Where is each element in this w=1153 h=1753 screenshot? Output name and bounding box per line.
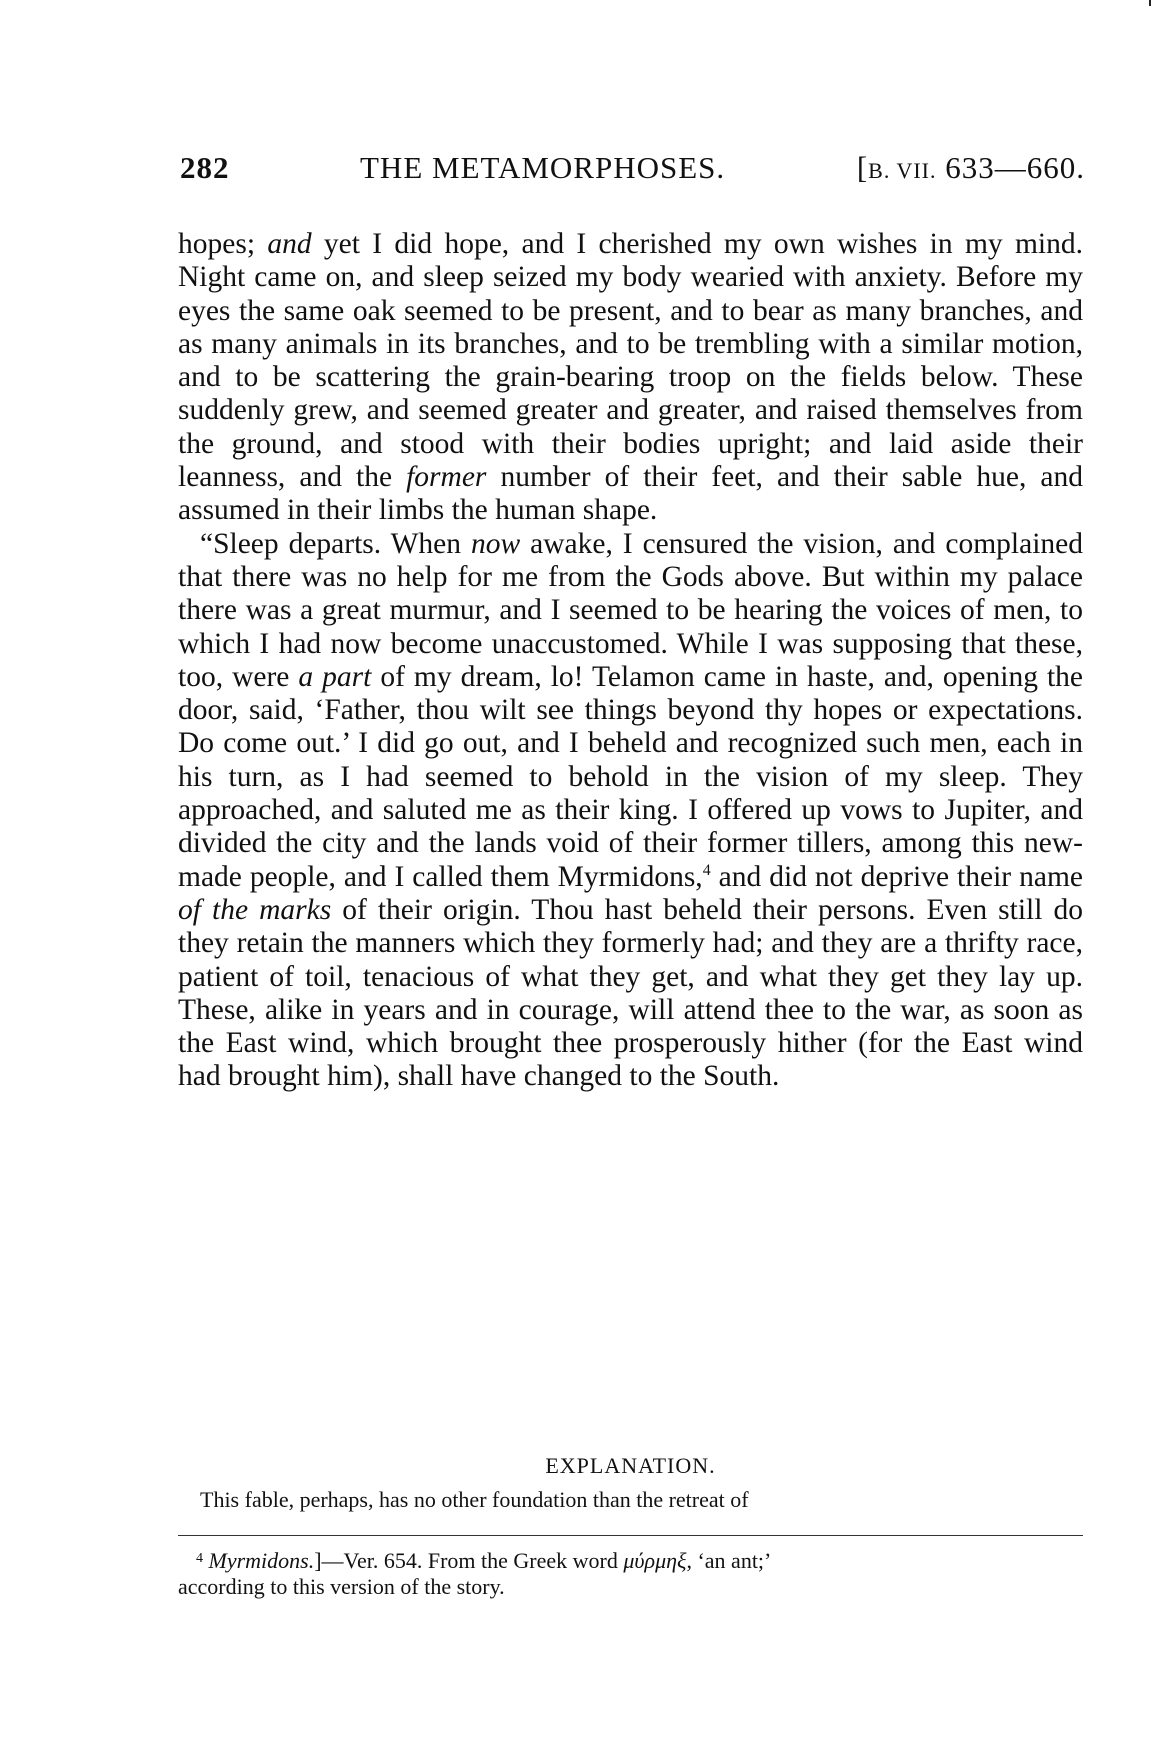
text-run: ]—Ver. 654. From the Greek word <box>314 1548 624 1573</box>
footnote-marker: 4 <box>196 1551 203 1566</box>
text-run: of their origin. Thou hast beheld their persons. Even still do they retain the manners which they formerly had; and they are a thrifty race, patient of toil, tenacious of what they get, and what they get they lay up. These, alike in years and in courage, will attend thee to the war, as soon as the East wind, which brought thee prosperously hither (for the East wind had brought him), shall have changed to the South. <box>178 893 1083 1093</box>
text-run: “Sleep departs. When <box>200 527 471 560</box>
scan-corner-mark <box>1149 0 1151 6</box>
footnote-line <box>178 1548 1083 1574</box>
book-line-range <box>857 150 1085 189</box>
italic-text: and <box>267 228 312 260</box>
italic-text: of the marks <box>178 893 332 926</box>
range-lines: 633—660. <box>945 150 1085 185</box>
running-title: THE METAMORPHOSES. <box>360 150 726 185</box>
italic-text: now <box>470 527 521 560</box>
greek-word: μύρμηξ <box>623 1548 687 1573</box>
footnote-divider <box>178 1535 1083 1536</box>
footnote-line: according to this version of the story. <box>178 1574 505 1599</box>
footnote-reference[interactable]: 4 <box>702 861 711 879</box>
section-heading: EXPLANATION. <box>545 1453 716 1478</box>
paragraph <box>178 228 1083 528</box>
footnote-term: Myrmidons. <box>208 1548 315 1573</box>
range-bracket: [ <box>856 150 869 185</box>
text-run: yet I did hope, and I cherished my own wishes in my mind. Night came on, and sleep seized my body wearied with anxiety. Before my eyes the same oak seemed to be present, and to bear as many branches, and as many animals in its branches, and to be trembling with a similar motion, and to be scattering the grain-bearing troop on the fields below. These suddenly grew, and seemed greater and greater, and raised themselves from the ground, and stood with their bodies upright; and laid aside their leanness, and the <box>178 228 1083 494</box>
text-run: of my dream, lo! Telamon came in haste, and, opening the door, said, ‘Father, thou wilt see things beyond thy hopes or expectations. Do come out.’ I did go out, and I beheld and recognized such men, each in his turn, as I had seemed to behold in the vision of my sleep. They approached, and saluted me as their king. I offered up vows to Jupiter, and divided the city and the lands void of their former tillers, among this new-made people, and I called them Myrmidons, <box>178 660 1083 893</box>
text-run: number of their feet, and their sable hue, and assumed in their limbs the human shape. <box>178 461 1083 527</box>
italic-text: a part <box>298 660 372 693</box>
footnote <box>178 1548 1083 1600</box>
text-run: and did not deprive their name <box>710 860 1083 893</box>
text-run: awake, I censured the vision, and complained that there was no help for me from the Gods above. But within my palace there was a great murmur, and I seemed to be hearing the voices of men, to which I had now become unaccustomed. While I was supposing that these, too, were <box>178 527 1083 693</box>
page-number: 282 <box>180 150 230 185</box>
range-book: B. VII. <box>868 158 937 183</box>
explanation-text: This fable, perhaps, has no other foundation than the retreat of <box>200 1487 749 1512</box>
text-run: hopes; <box>178 228 268 260</box>
italic-text: former <box>406 461 487 494</box>
paragraph <box>178 528 1083 1094</box>
text-run: , ‘an ant;’ <box>686 1548 772 1573</box>
main-text <box>178 228 1083 1094</box>
